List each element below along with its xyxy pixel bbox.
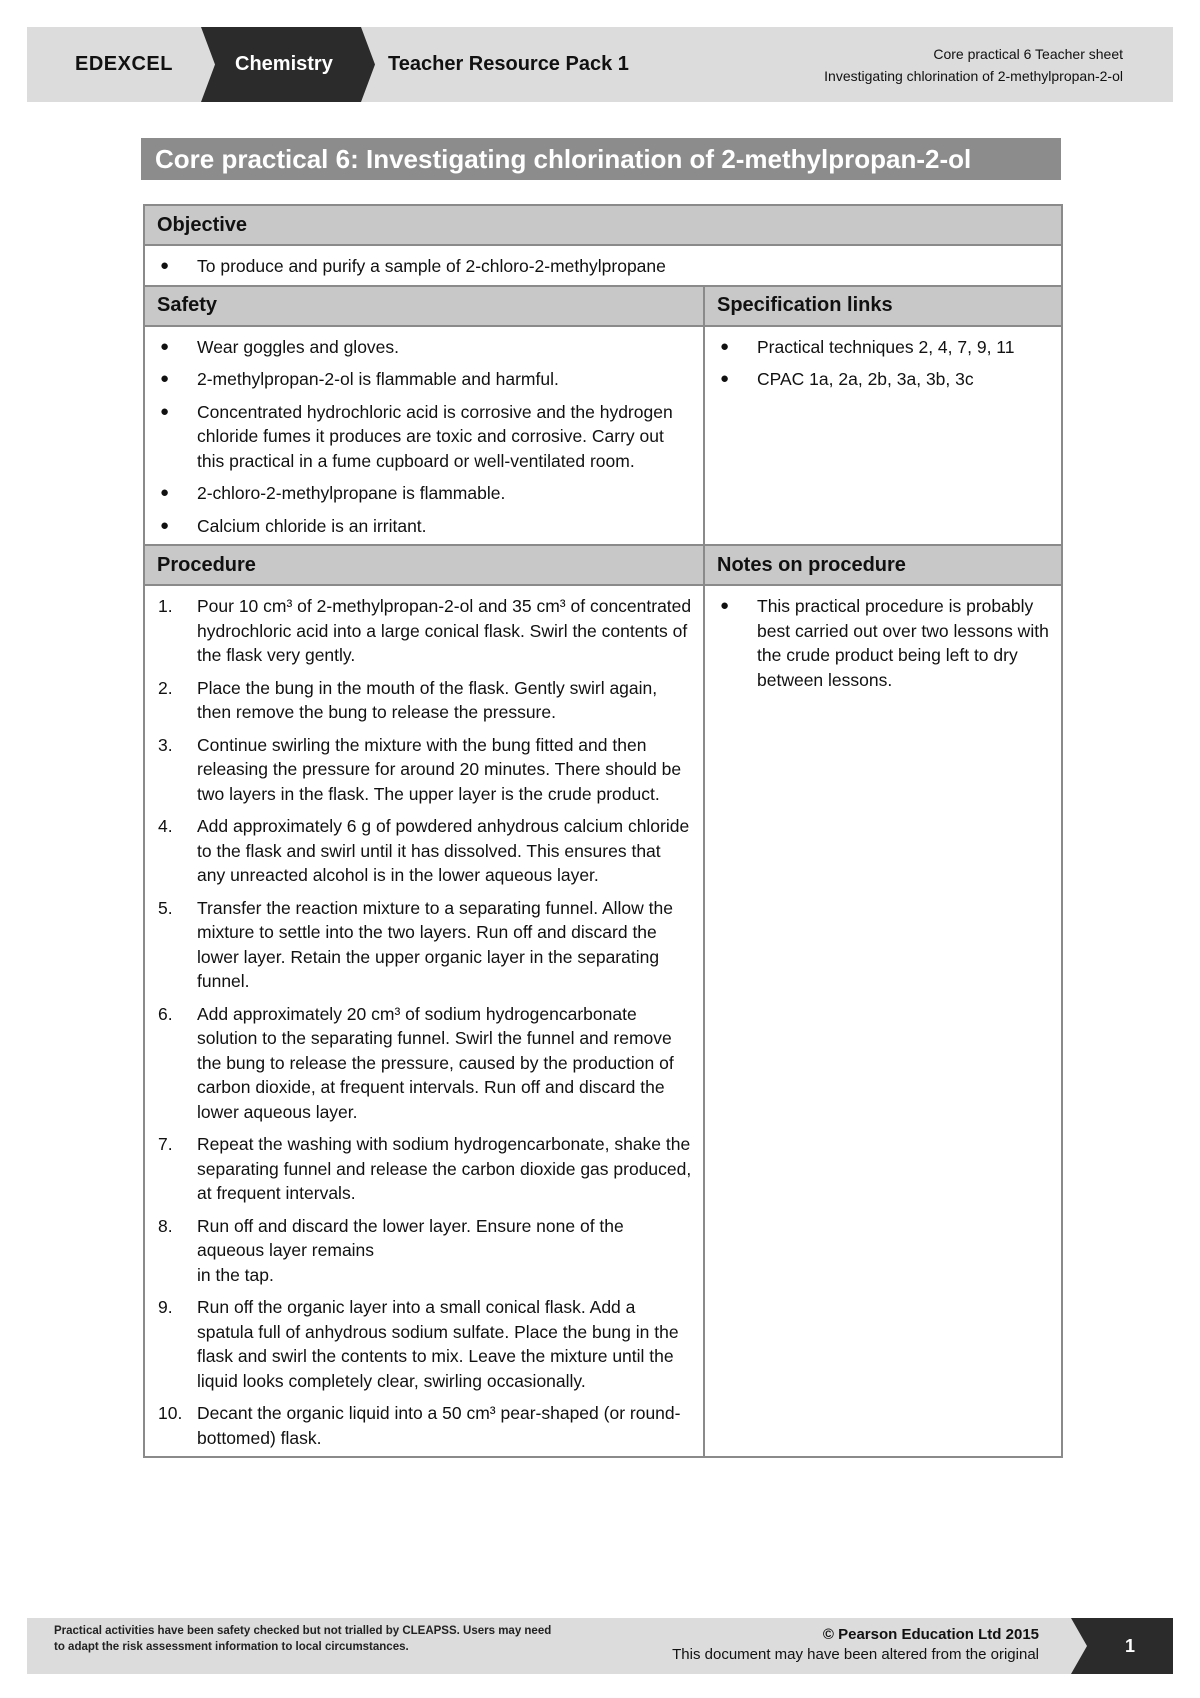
step-text: Continue swirling the mixture with the bung fitted and then releasing the pressure for around 20 minutes. There should be two layers in the flask. The upper layer is the crude product. [197,734,682,804]
spec-links-list [715,335,1051,392]
safety-item [155,400,693,474]
step-text: Run off the organic layer into a small conical flask. Add a spatula full of anhydrous sodium sulfate. Place the bung in the flask and swirl the contents to mix. Leave the mixture until the liquid looks completely clear, swirling occasionally. [197,1297,679,1391]
copyright-block [672,1625,1039,1665]
bullet-marker: ● [720,370,730,387]
page-header [27,27,1173,102]
spec-link-item-text: CPAC 1a, 2a, 2b, 3a, 3b, 3c [757,369,974,389]
spec-links-cell [704,326,1062,546]
bullet-marker: ● [720,337,730,355]
procedure-step [155,814,693,888]
step-text: Add approximately 6 g of powdered anhydrous calcium chloride to the flask and swirl until it has dissolved. This ensures that any unreacted alcohol is in the lower aqueous layer. [197,816,690,885]
objective-item [155,254,1051,279]
safety-item-text: 2-methylpropan-2-ol is flammable and harmful. [197,369,559,389]
altered-notice: This document may have been altered from the original [672,1646,1039,1663]
objective-item-text: To produce and purify a sample of 2-chloro-2-methylpropane [197,256,666,276]
procedure-step [155,594,693,668]
safety-disclaimer: Practical activities have been safety checked but not trialled by CLEAPSS. Users may need to adapt the risk assessment information to local circumstances. [54,1625,552,1653]
procedure-step [155,1214,693,1288]
objective-heading: Objective [144,205,1062,245]
bullet-marker: ● [720,597,730,614]
bullet-marker: ● [160,484,170,501]
page-number: 1 [1124,1636,1135,1656]
step-number: 3. [158,734,173,755]
bullet-marker: ● [160,370,170,387]
step-number: 2. [158,677,173,698]
safety-item [155,335,693,360]
bullet-marker: ● [160,337,170,355]
step-text: Pour 10 cm³ of 2-methylpropan-2-ol and 35 cm³ of concentrated hydrochloric acid into a large conical flask. Swirl the contents of the flask very gently. [197,596,692,665]
spec-links-heading: Specification links [704,286,1062,326]
title-bar [141,138,1061,180]
procedure-cell [144,585,704,1457]
copyright-text: © Pearson Education Ltd 2015 [822,1626,1039,1643]
safety-item-text: Concentrated hydrochloric acid is corrosive and the hydrogen chloride fumes it produces are toxic and corrosive. Carry out this practical in a fume cupboard or well-ventilated room. [197,401,673,471]
bullet-marker: ● [160,257,170,274]
procedure-step [155,1132,693,1206]
step-text: Repeat the washing with sodium hydrogencarbonate, shake the separating funnel and release the carbon dioxide gas produced, at frequent intervals. [197,1134,692,1203]
step-number: 1. [158,596,173,616]
safety-item [155,481,693,506]
note-item [715,594,1051,692]
objective-list [155,254,1051,279]
step-number: 10. [158,1403,183,1423]
notes-heading: Notes on procedure [704,545,1062,585]
procedure-step [155,1002,693,1125]
sheet-info-line1: Core practical 6 Teacher sheet [933,46,1123,62]
step-text: Decant the organic liquid into a 50 cm³ pear-shaped (or round-bottomed) flask. [197,1403,681,1448]
note-item-text: This practical procedure is probably best carried out over two lessons with the crude product being left to dry between lessons. [757,596,1049,690]
objective-cell [144,245,1062,286]
procedure-step [155,896,693,994]
procedure-step [155,1401,693,1450]
step-text: Transfer the reaction mixture to a separating funnel. Allow the mixture to settle into the two layers. Run off and discard the lower layer. Retain the upper organic layer in the separating funnel. [197,897,673,991]
procedure-step [155,733,693,807]
safety-item [155,367,693,392]
spec-link-item [715,367,1051,392]
safety-item-text: Calcium chloride is an irritant. [197,515,427,536]
brand-label: EDEXCEL [75,53,173,75]
sheet-info [824,43,1123,87]
step-text: Add approximately 20 cm³ of sodium hydrogencarbonate solution to the separating funnel. Swirl the funnel and remove the bung to release the pressure, caused by the production of carbon dioxide, at frequent intervals. Run off and discard the lower aqueous layer. [197,1003,674,1122]
step-number: 4. [158,816,173,836]
step-number: 7. [158,1134,173,1154]
practical-table [143,204,1063,1458]
procedure-step [155,676,693,725]
safety-heading: Safety [144,286,704,326]
safety-cell [144,326,704,546]
notes-list [715,594,1051,692]
spec-link-item-text: Practical techniques 2, 4, 7, 9, 11 [757,336,1015,357]
safety-list [155,335,693,539]
step-text: Place the bung in the mouth of the flask. Gently swirl again, then remove the bung to release the pressure. [197,677,658,722]
procedure-heading: Procedure [144,545,704,585]
safety-item-text: 2-chloro-2-methylpropane is flammable. [197,483,506,503]
spec-link-item [715,335,1051,360]
page-title: Core practical 6: Investigating chlorination of 2-methylpropan-2-ol [155,144,972,174]
procedure-step [155,1295,693,1393]
step-number: 6. [158,1003,173,1024]
bullet-marker: ● [160,402,170,420]
subject-label: Chemistry [235,53,333,75]
sheet-info-line2: Investigating chlorination of 2-methylpropan-2-ol [824,68,1123,84]
bullet-marker: ● [160,516,170,534]
notes-cell [704,585,1062,1457]
step-number: 5. [158,897,173,918]
safety-item [155,514,693,539]
pack-label: Teacher Resource Pack 1 [388,53,629,75]
procedure-list [155,594,693,1450]
safety-item-text: Wear goggles and gloves. [197,336,400,357]
step-number: 9. [158,1297,173,1317]
step-text: Run off and discard the lower layer. Ensure none of the aqueous layer remains in the tap. [197,1215,624,1285]
step-number: 8. [158,1215,173,1236]
page-footer [27,1618,1173,1674]
